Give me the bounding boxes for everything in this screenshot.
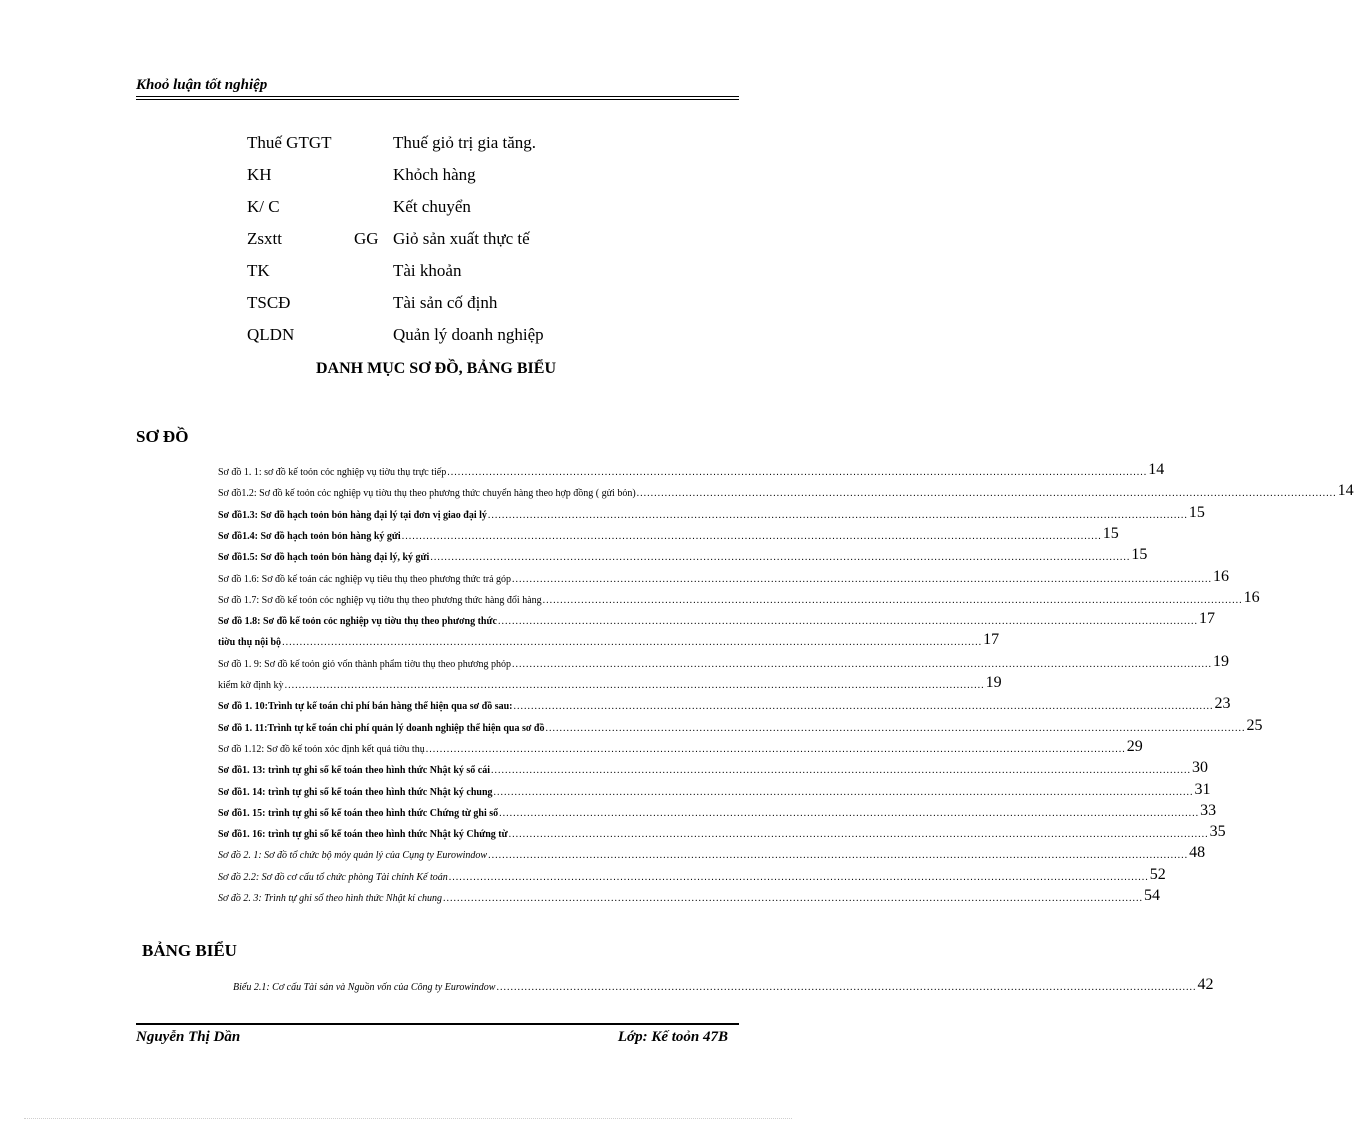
toc-entry-title: Sơ đồ 1. 1: sơ đồ kế toỏn cỏc nghiệp vụ tiờu thụ trực tiếp xyxy=(218,467,447,478)
abbreviation-code: TSCĐ xyxy=(247,293,291,312)
toc-page-number: 52 xyxy=(1149,865,1166,883)
toc-leader-dots: ........................................................................................................................................................................................................ xyxy=(447,467,1148,478)
toc-leader-dots: ........................................................................................................................................................................................................ xyxy=(499,807,1200,819)
toc-leader-dots: ........................................................................................................................................................................................................ xyxy=(636,488,1337,500)
toc-entry[interactable] xyxy=(218,822,1226,841)
toc-entry-title: Sơ đồ 1.7: Sơ đồ kế toỏn cỏc nghiệp vụ tiờu thụ theo phương thức hàng đổi hàng xyxy=(218,594,542,606)
toc-leader-dots: ........................................................................................................................................................................................................ xyxy=(430,552,1131,564)
toc-entry[interactable] xyxy=(218,780,1211,798)
toc-page-number: 15 xyxy=(1188,503,1205,521)
toc-entry[interactable] xyxy=(218,758,1209,777)
toc-page-number: 16 xyxy=(1213,567,1230,585)
page-edge-dotted-line xyxy=(24,1118,792,1119)
diagrams-heading: SƠ ĐỒ xyxy=(136,427,189,446)
toc-entry-title: Sơ đồ1.3: Sơ đồ hạch toỏn bỏn hàng đại lý tại đơn vị giao đại lý xyxy=(218,509,487,521)
toc-leader-dots: ........................................................................................................................................................................................................ xyxy=(513,701,1214,713)
toc-page-number: 42 xyxy=(1197,976,1214,993)
toc-page-number: 54 xyxy=(1144,887,1161,904)
toc-entry[interactable] xyxy=(218,652,1229,670)
toc-entry[interactable] xyxy=(218,481,1354,500)
toc-entry-title: Sơ đồ 1. 9: Sơ đồ kế toỏn giỏ vốn thành phẩm tiờu thụ theo phương phỏp xyxy=(218,658,511,670)
abbreviation-meaning: Tài sản cố định xyxy=(393,293,498,312)
toc-leader-dots: ........................................................................................................................................................................................................ xyxy=(488,850,1189,862)
header-rule-bottom xyxy=(136,99,739,100)
toc-page-number: 17 xyxy=(983,631,1000,649)
toc-entry-title: Sơ đồ 1. 11:Trình tự kế toán chi phí quản lý doanh nghiệp thể hiện qua sơ đồ xyxy=(218,722,545,734)
tables-heading: BẢNG BIỂU xyxy=(142,941,237,960)
toc-page-number: 48 xyxy=(1189,844,1206,862)
abbreviation-meaning: Quản lý doanh nghiệp xyxy=(393,325,544,344)
toc-leader-dots: ........................................................................................................................................................................................................ xyxy=(497,616,1198,628)
toc-page-number: 25 xyxy=(1246,716,1263,734)
footer-class: Lớp: Kế toỏn 47B xyxy=(617,1029,728,1045)
toc-entry[interactable] xyxy=(218,588,1260,606)
toc-leader-dots: ........................................................................................................................................................................................................ xyxy=(448,871,1149,883)
toc-entry-title: Sơ đồ 2. 3: Trình tự ghi sổ theo hình thức Nhật kí chung xyxy=(218,893,443,904)
toc-entry[interactable] xyxy=(218,567,1230,585)
toc-page-number: 19 xyxy=(1212,652,1229,670)
abbreviation-meaning: Tài khoản xyxy=(393,261,462,280)
toc-entry-title: Sơ đồ 1.12: Sơ đồ kế toỏn xỏc định kết quả tiờu thụ xyxy=(218,743,425,755)
footer-rule xyxy=(136,1023,739,1025)
toc-leader-dots: ........................................................................................................................................................................................................ xyxy=(282,637,983,649)
list-title: DANH MỤC SƠ ĐỒ, BẢNG BIỂU xyxy=(315,360,556,377)
toc-entry-title: Sơ đồ1. 16: trình tự ghi sổ kế toán theo hình thức Nhật ký Chứng từ xyxy=(218,829,508,841)
toc-page-number: 15 xyxy=(1102,524,1119,542)
toc-entry-title: Sơ đồ1. 14: trình tự ghi sổ kế toán theo hình thức Nhật ký chung xyxy=(218,786,493,798)
abbreviation-code: Thuế GTGT xyxy=(247,133,332,152)
toc-entry[interactable] xyxy=(218,886,1161,904)
toc-entry[interactable] xyxy=(218,524,1119,542)
toc-page-number: 35 xyxy=(1209,823,1226,841)
toc-entry-title: Sơ đồ1. 13: trình tự ghi sổ kế toán theo hình thức Nhật ký sổ cái xyxy=(218,765,491,777)
toc-entry-title: tiờu thụ nội bộ xyxy=(218,637,282,649)
toc-page-number: 31 xyxy=(1194,780,1211,798)
toc-entry-title: kiểm kờ định kỳ xyxy=(218,680,284,691)
abbreviation-meaning: Giỏ sản xuất thực tế xyxy=(393,229,530,248)
toc-leader-dots: ........................................................................................................................................................................................................ xyxy=(493,786,1194,798)
toc-leader-dots: ........................................................................................................................................................................................................ xyxy=(511,658,1212,670)
toc-leader-dots: ........................................................................................................................................................................................................ xyxy=(425,743,1126,755)
toc-leader-dots: ........................................................................................................................................................................................................ xyxy=(443,893,1144,904)
header-rule-top xyxy=(136,96,739,97)
toc-entry[interactable] xyxy=(218,737,1143,755)
toc-entry[interactable] xyxy=(218,630,1000,649)
abbreviation-meaning: Khỏch hàng xyxy=(393,165,476,184)
toc-entry-title: Sơ đồ1.5: Sơ đồ hạch toỏn bỏn hàng đại lý, ký gửi xyxy=(218,552,430,564)
toc-entry-title: Sơ đồ 1.8: Sơ đồ kế toỏn cỏc nghiệp vụ tiờu thụ theo phương thức xyxy=(218,616,497,628)
toc-leader-dots: ........................................................................................................................................................................................................ xyxy=(496,982,1197,993)
abbreviation-code: K/ C xyxy=(247,197,280,216)
toc-leader-dots: ........................................................................................................................................................................................................ xyxy=(545,722,1246,734)
header-title: Khoỏ luận tốt nghiệp xyxy=(136,77,268,93)
toc-page-number: 17 xyxy=(1198,610,1215,628)
toc-page-number: 19 xyxy=(985,674,1002,691)
toc-page-number: 14 xyxy=(1148,461,1165,478)
toc-entry[interactable] xyxy=(218,460,1165,478)
toc-entry-title: Sơ đồ1.2: Sơ đồ kế toỏn cỏc nghiệp vụ tiờu thụ theo phương thức chuyển hàng theo hợp đồng ( gửi bỏn) xyxy=(218,488,636,500)
toc-entry-title: Sơ đồ1. 15: trình tự ghi sổ kế toán theo hình thức Chứng từ ghi sổ xyxy=(218,807,499,819)
toc-page-number: 29 xyxy=(1126,737,1143,755)
toc-entry[interactable] xyxy=(218,545,1148,564)
toc-page-number: 16 xyxy=(1243,588,1260,606)
toc-entry[interactable] xyxy=(218,609,1215,628)
toc-leader-dots: ........................................................................................................................................................................................................ xyxy=(284,680,985,691)
toc-entry-title: Sơ đồ 1. 10:Trình tự kế toán chi phí bán hàng thể hiện qua sơ đồ sau: xyxy=(218,701,513,713)
footer-author: Nguyễn Thị Dần xyxy=(136,1029,241,1045)
toc-page-number: 15 xyxy=(1131,546,1148,564)
toc-entry[interactable] xyxy=(218,716,1263,734)
abbreviation-code: Zsxtt xyxy=(247,229,282,248)
abbreviation-meaning: Kết chuyển xyxy=(393,197,471,216)
abbreviation-code: QLDN xyxy=(247,325,295,344)
abbreviation-code: TK xyxy=(247,261,270,280)
abbreviation-code: KH xyxy=(247,165,272,184)
toc-page-number: 33 xyxy=(1200,801,1217,819)
toc-leader-dots: ........................................................................................................................................................................................................ xyxy=(508,829,1209,841)
toc-leader-dots: ........................................................................................................................................................................................................ xyxy=(542,594,1243,606)
toc-entry-title: Sơ đồ 2. 1: Sơ đồ tổ chức bộ mỏy quản lý của Cụng ty Eurowindow xyxy=(218,850,488,862)
abbreviation-meaning: Thuế giỏ trị gia tăng. xyxy=(393,133,537,152)
toc-entry-title: Sơ đồ 2.2: Sơ đồ cơ cấu tổ chức phòng Tài chính Kế toán xyxy=(218,871,448,883)
toc-entry-title: Sơ đồ1.4: Sơ đồ hạch toỏn bỏn hàng ký gửi xyxy=(218,530,401,542)
toc-leader-dots: ........................................................................................................................................................................................................ xyxy=(512,573,1213,585)
toc-entry[interactable] xyxy=(218,673,1002,691)
toc-entry[interactable] xyxy=(218,843,1206,862)
toc-page-number: 23 xyxy=(1214,695,1231,713)
abbreviation-extra: GG xyxy=(354,229,379,248)
toc-entry[interactable] xyxy=(218,865,1166,883)
toc-leader-dots: ........................................................................................................................................................................................................ xyxy=(487,509,1188,521)
toc-entry[interactable] xyxy=(218,801,1217,819)
toc-page-number: 14 xyxy=(1337,482,1354,500)
toc-entry[interactable] xyxy=(218,503,1205,521)
toc-entry[interactable] xyxy=(233,975,1214,993)
toc-entry-title: Sơ đồ 1.6: Sơ đồ kế toán các nghiệp vụ tiêu thụ theo phương thức trả góp xyxy=(218,573,512,585)
toc-entry[interactable] xyxy=(218,694,1231,713)
toc-entry-title: Biểu 2.1: Cơ cấu Tài sản và Nguồn vốn của Công ty Eurowindow xyxy=(233,982,496,993)
toc-page-number: 30 xyxy=(1192,759,1209,777)
toc-leader-dots: ........................................................................................................................................................................................................ xyxy=(491,765,1192,777)
toc-leader-dots: ........................................................................................................................................................................................................ xyxy=(401,530,1102,542)
